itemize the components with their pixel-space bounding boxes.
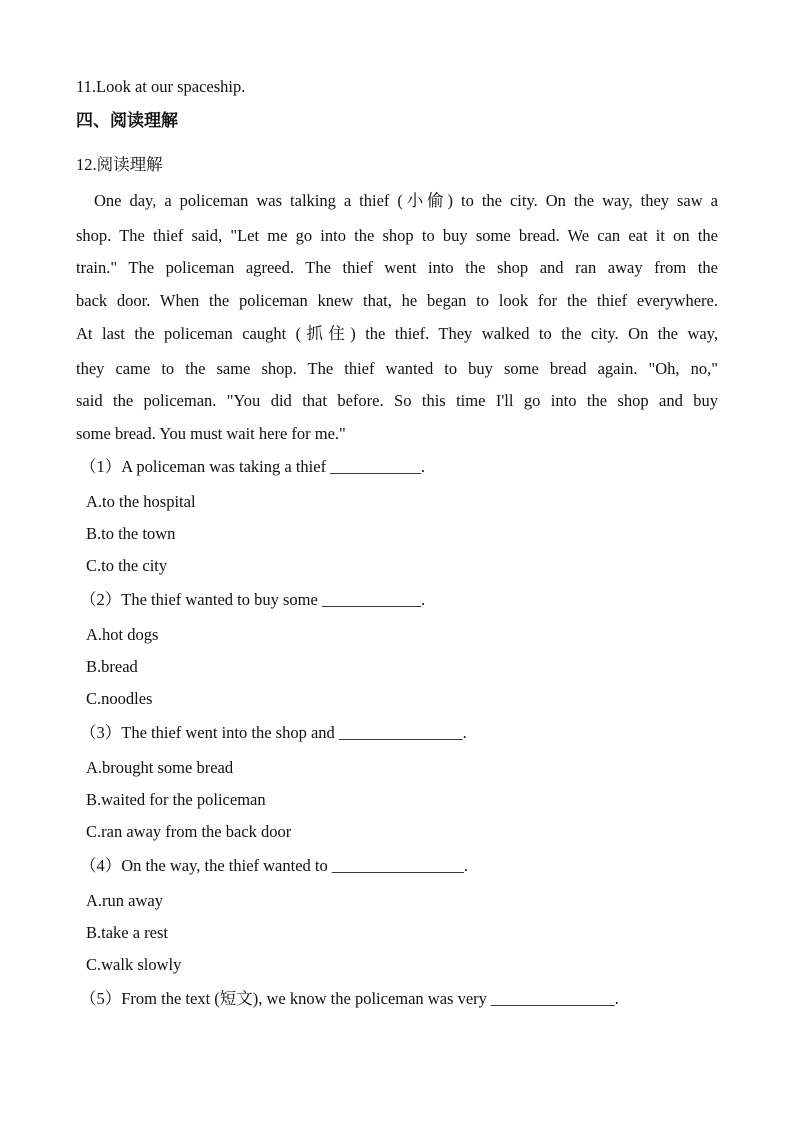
item-11-text: 11.Look at our spaceship. — [76, 77, 246, 96]
answer-option-b[interactable]: B.waited for the policeman — [86, 790, 266, 809]
answer-option-a[interactable]: A.brought some bread — [86, 758, 234, 777]
question-stem: （1）A policeman was taking a thief ___________. — [80, 457, 426, 476]
question-stem: （4）On the way, the thief wanted to ________________. — [80, 856, 468, 875]
answer-option-a[interactable]: A.to the hospital — [86, 492, 196, 511]
answer-option-b[interactable]: B.bread — [86, 657, 138, 676]
question-stem: （3）The thief went into the shop and _______________. — [80, 723, 467, 742]
passage-line: back door. When the policeman knew that, he began to look for the thief everywhere. — [76, 291, 718, 310]
answer-option-c[interactable]: C.to the city — [86, 556, 168, 575]
passage-line: shop. The thief said, "Let me go into the shop to buy some bread. We can eat it on the — [76, 226, 718, 245]
answer-option-a[interactable]: A.run away — [86, 891, 163, 910]
answer-option-b[interactable]: B.take a rest — [86, 923, 169, 942]
answer-option-c[interactable]: C.noodles — [86, 689, 153, 708]
answer-option-c[interactable]: C.ran away from the back door — [86, 822, 292, 841]
question-stem: （5）From the text (短文), we know the policeman was very _______________. — [80, 989, 619, 1008]
answer-option-c[interactable]: C.walk slowly — [86, 955, 182, 974]
passage-line: they came to the same shop. The thief wanted to buy some bread again. "Oh, no," — [76, 359, 718, 378]
passage-line: said the policeman. "You did that before. So this time I'll go into the shop and buy — [76, 391, 718, 410]
passage-line: some bread. You must wait here for me." — [76, 424, 346, 443]
passage-line: At last the policeman caught (抓住) the thief. They walked to the city. On the way, — [76, 324, 718, 343]
answer-option-a[interactable]: A.hot dogs — [86, 625, 159, 644]
passage-line: train." The policeman agreed. The thief went into the shop and ran away from the — [76, 258, 718, 277]
section-title: 四、阅读理解 — [76, 111, 178, 130]
item-12-title: 12.阅读理解 — [76, 155, 163, 174]
passage-line: One day, a policeman was talking a thief (小偷) to the city. On the way, they saw a — [94, 191, 718, 210]
question-stem: （2）The thief wanted to buy some ____________. — [80, 590, 426, 609]
answer-option-b[interactable]: B.to the town — [86, 524, 176, 543]
